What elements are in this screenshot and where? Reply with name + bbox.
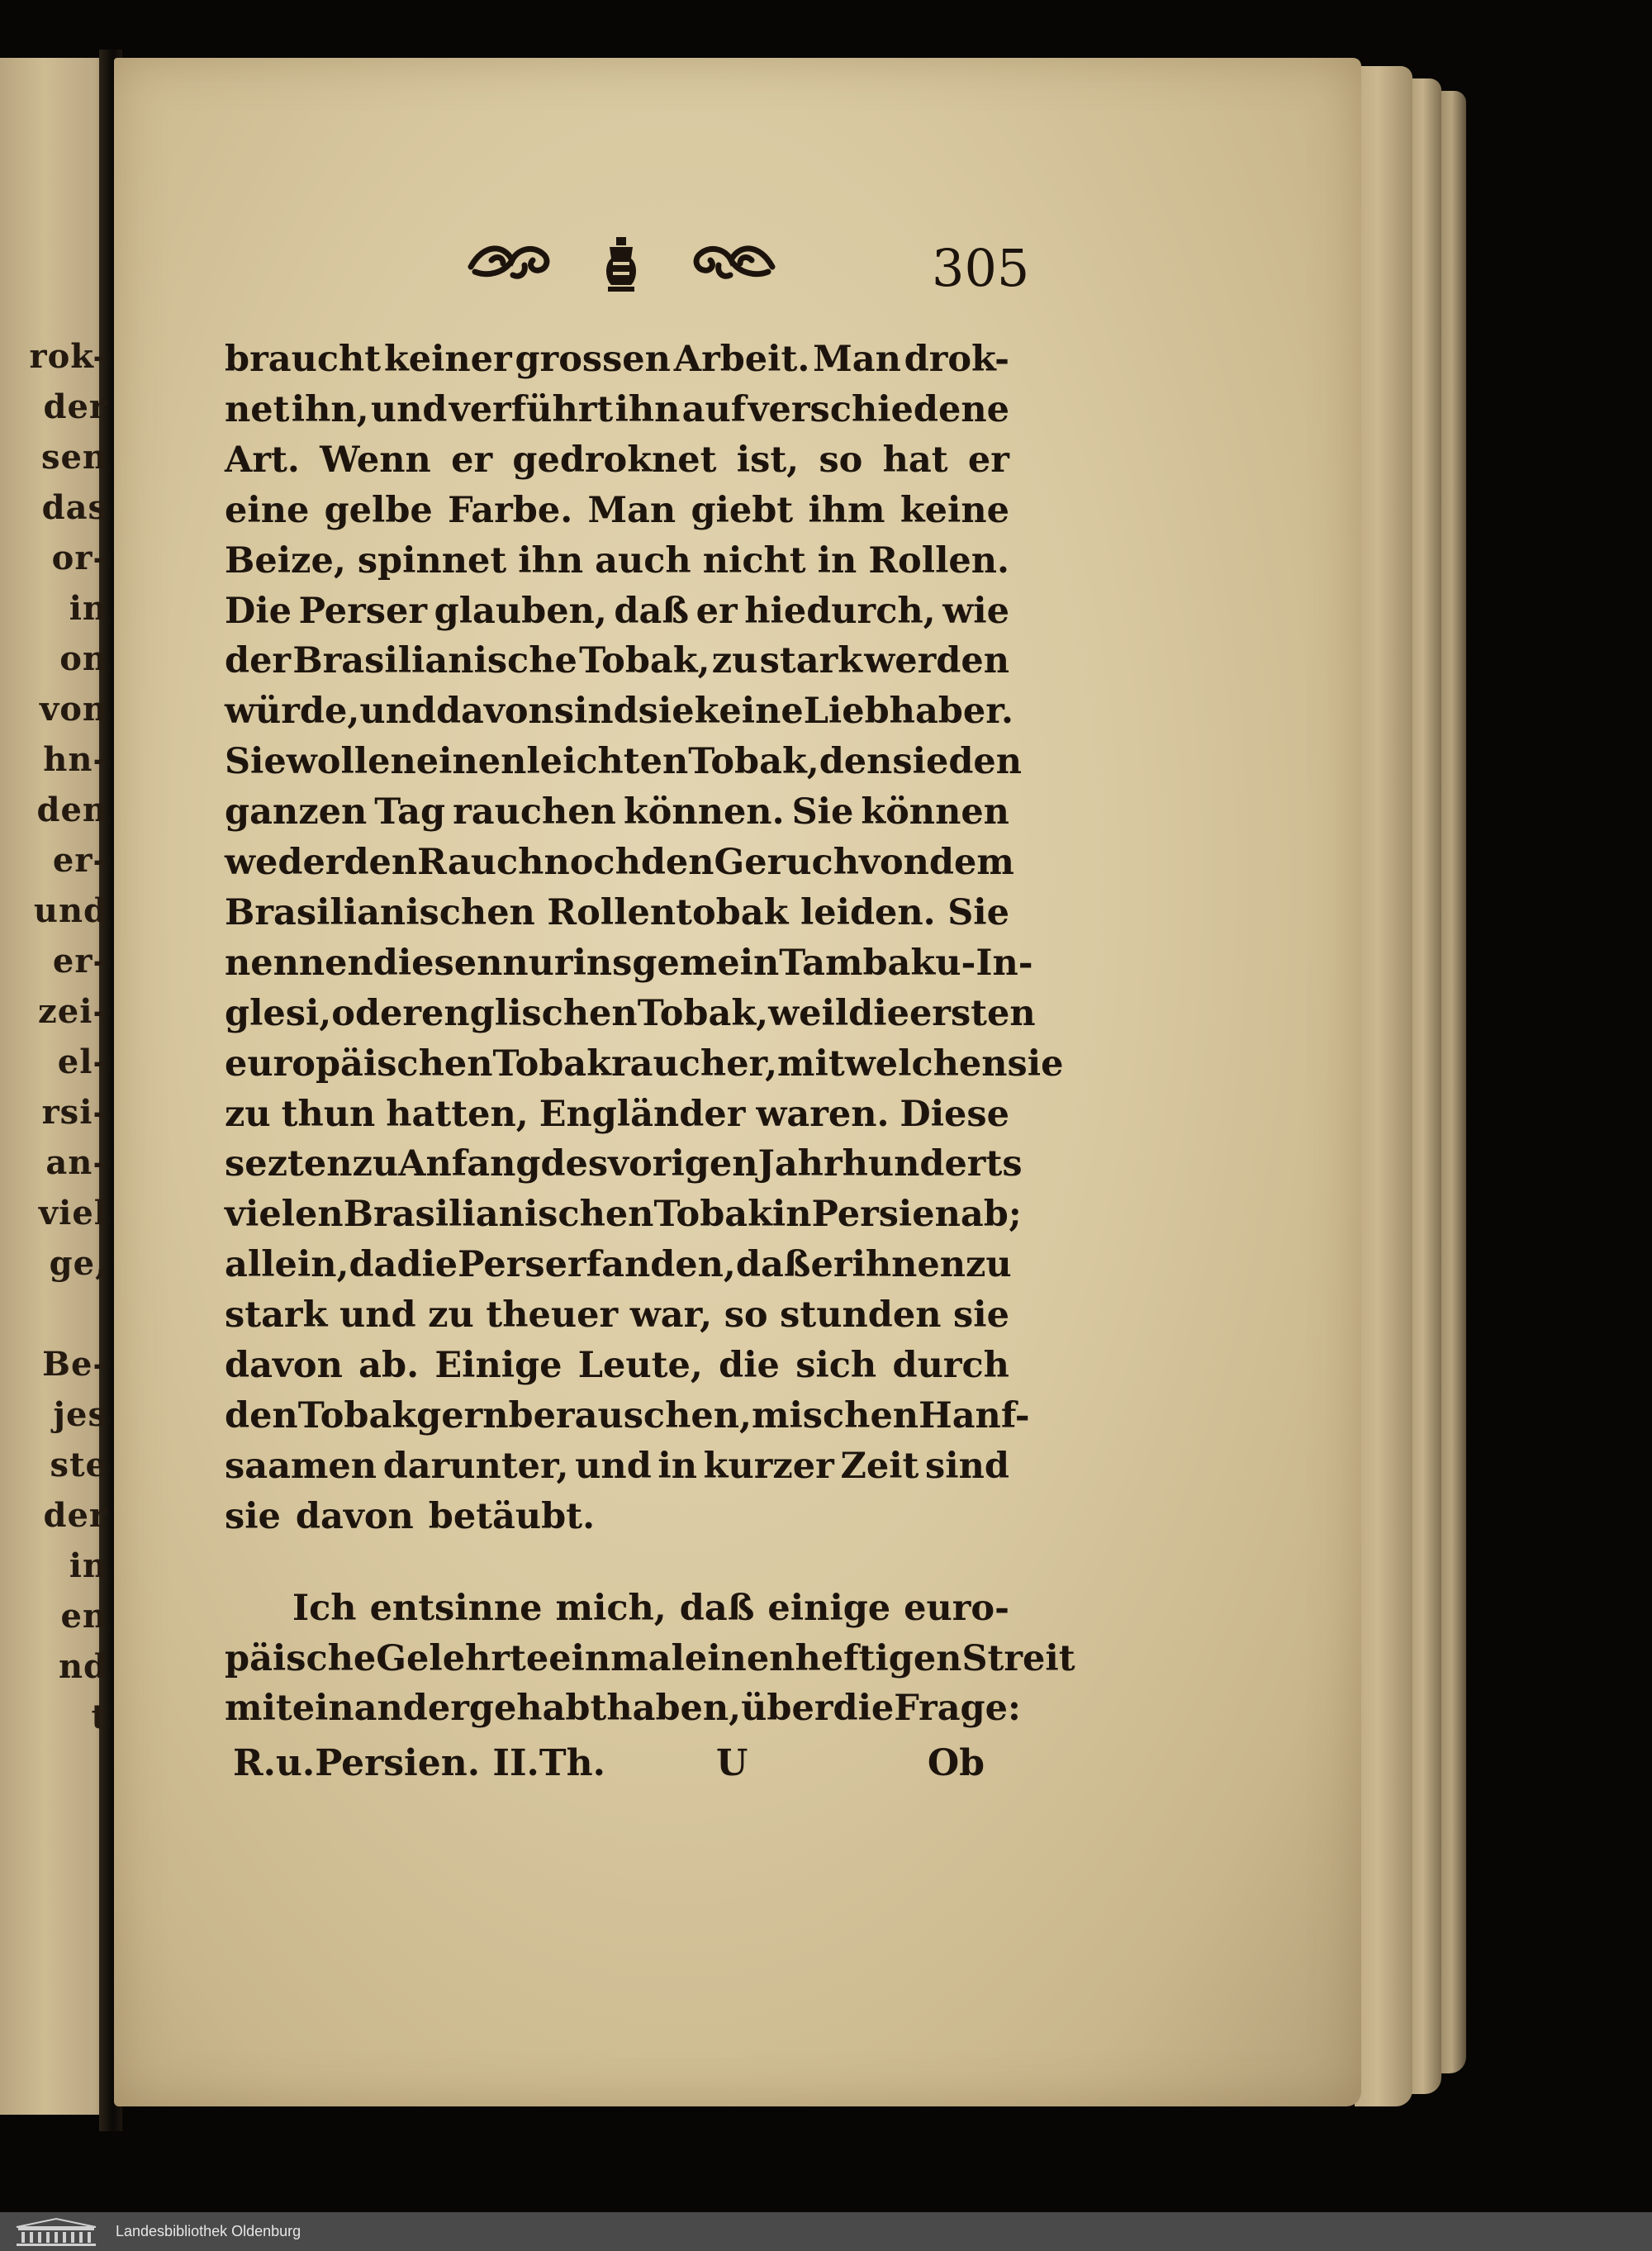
word: gern [416,1394,509,1437]
word: einander [292,1688,469,1730]
word: Persien [811,1194,961,1236]
word: noch [544,842,641,883]
word: Brasilianische [292,640,577,682]
word: ihn, [291,388,369,430]
word: daß [679,1587,755,1629]
word: Man [813,339,901,380]
library-banner [0,2212,1652,2251]
word: Einige [434,1345,563,1386]
word: die [719,1345,780,1386]
word: Diese [900,1093,1009,1135]
text-line [225,1684,1021,1733]
catchword: Ob [927,1742,985,1784]
word: sie [953,1294,1009,1337]
word: Wenn [320,439,431,481]
word: davon [225,1345,343,1386]
word: welchen [844,1042,1008,1085]
word: glesi, [225,992,332,1034]
fragment-text: in [69,589,107,628]
word: theuer [486,1294,619,1337]
word: hatten, [386,1093,529,1135]
text-line [225,1290,1009,1340]
word: sezten [225,1143,353,1185]
library-building-logo-icon [12,2217,101,2247]
word: stunden [780,1294,942,1337]
word: Man [587,489,676,531]
word: so [724,1294,768,1337]
sheet-mark: U [716,1742,748,1784]
word: sind [553,691,638,733]
word: eine [225,489,310,531]
word: keine [900,489,1009,531]
word: daß [614,590,690,632]
fragment-text: jes [53,1395,107,1434]
word: zu [428,1294,474,1337]
word: Geruch [714,842,859,883]
word: sind [925,1445,1009,1487]
word: einen [684,1637,795,1679]
text-line [225,888,1009,938]
word: ist, [736,439,800,481]
word: weil [768,992,849,1034]
word: er [810,1244,852,1286]
text-line [225,435,1009,485]
library-name: Landesbibliothek Oldenburg [116,2223,301,2239]
word: Hanf- [919,1394,1030,1437]
text-line [225,686,1014,736]
word: vorigen [608,1143,758,1185]
word: mich, [555,1587,667,1629]
word: auch [595,539,691,582]
word: Gelehrte [376,1637,549,1679]
word: den [640,842,714,883]
word: Liebhaber. [803,691,1014,733]
word: saamen [225,1445,377,1487]
word: mit [225,1688,292,1730]
word: nennen [225,942,373,984]
word: euro- [904,1587,1009,1629]
word: stark [225,1294,328,1337]
word: berauschen, [508,1394,752,1437]
word: mischen [751,1394,919,1437]
fragment-text: an- [45,1143,107,1182]
text-line [225,1240,1012,1289]
signature-mark: R.u.Persien. II.Th. [233,1742,605,1784]
word: keine [694,691,804,733]
word: werden [864,640,1009,682]
word: und [575,1445,652,1487]
fragment-text: der [43,1496,107,1535]
word: rauchen [453,791,616,833]
word: war, [629,1294,713,1337]
word: den [948,741,1023,783]
word: weder [225,842,344,883]
word: ihn [615,388,681,430]
fragment-text: ge, [49,1244,107,1283]
word: der [225,640,292,682]
word: er [451,439,493,481]
word: insgemein [572,942,780,984]
word: wollen [286,741,416,783]
page-edges [1437,91,1466,2073]
word: auf [681,388,747,430]
word: ersten [909,992,1036,1034]
text-line [225,1634,1075,1684]
fragment-text: in [69,1546,107,1585]
text-line [225,938,1033,988]
word: Streit [961,1637,1075,1679]
word: können [861,791,1009,833]
word: ganzen [225,791,368,833]
word: zu [965,1244,1012,1286]
word: Tobak [297,1394,417,1437]
word: thun [281,1093,376,1135]
word: sie [892,741,949,783]
text-line [225,737,1023,786]
text-line [225,586,1009,636]
word: einige [767,1587,891,1629]
text-line [225,989,1036,1038]
word: die [396,1244,458,1286]
word: diesen [373,942,503,984]
word: von [858,842,929,883]
fragment-text: das [41,488,107,527]
word: und [370,388,448,430]
text-line [225,1039,1064,1089]
word: Jahrhunderts [757,1143,1023,1185]
word: ab. [358,1345,420,1386]
word: sie [225,1495,281,1537]
word: Rollen. [868,539,1009,582]
word: waren. [756,1093,890,1135]
word: Tobak, [579,640,710,682]
fragment-text: ste [50,1446,107,1484]
text-line [225,1139,1023,1189]
word: zu [711,640,758,682]
page-footer [233,1736,985,1791]
word: Tobak, [688,741,819,783]
text-line [225,1190,1022,1239]
fragment-text: hn- [43,740,107,779]
text-line [225,636,1009,686]
text-line [225,1391,1030,1441]
word: leichten [526,741,689,783]
vase-ornament-icon [603,235,639,310]
fragment-text: sen [40,438,107,477]
word: drok- [904,339,1009,380]
word: Arbeit. [673,339,810,380]
word: davon [435,691,554,733]
word: und [359,691,436,733]
word: Tobak, [637,992,769,1034]
page-edges [1355,66,1412,2106]
word: ab; [960,1194,1022,1236]
word: verführt [449,388,614,430]
word: betäubt. [428,1495,596,1537]
running-head [467,235,1061,302]
word: den [225,1394,298,1437]
word: grossen [515,339,671,380]
word: Ich [292,1587,357,1629]
word: glauben, [434,590,607,632]
word: einen [415,741,527,783]
fragment-text: on [59,639,107,678]
word: Rollentobak [547,891,789,933]
word: können. [623,791,785,833]
leaf-ornament-icon [467,235,558,302]
word: würde, [225,691,360,733]
word: fanden, [586,1244,736,1286]
fragment-text: el- [57,1042,107,1081]
word: Frage: [894,1688,1021,1730]
fragment-text: en [60,1597,107,1636]
word: entsinne [369,1587,543,1629]
word: vielen [225,1194,344,1236]
page-number: 305 [932,238,1030,298]
word: Rauch [417,842,544,883]
word: gehabt [468,1688,607,1730]
word: sie [638,691,695,733]
word: in [657,1445,698,1487]
text-line [225,486,1009,535]
fragment-text: er- [52,841,107,880]
word: keiner [383,339,512,380]
word: spinnet [357,539,507,582]
word: er [967,439,1009,481]
word: nur [502,942,573,984]
word: haben, [606,1688,742,1730]
word: gelbe [324,489,433,531]
word: hat [882,439,948,481]
fragment-text: rok- [29,337,107,376]
word: Sie [791,791,854,833]
word: Sie [225,741,287,783]
word: mit [777,1042,845,1085]
fragment-text: den [36,791,107,829]
word: Tambaku-In- [779,942,1033,984]
word: durch [892,1345,1009,1386]
word: hiedurch, [744,590,936,632]
word: Perser [458,1244,586,1286]
word: den [344,842,418,883]
fragment-text: von [39,690,107,729]
word: Leute, [577,1345,703,1386]
word: daß [735,1244,811,1286]
word: Engländer [539,1093,746,1135]
text-line [225,787,1009,837]
word: über [741,1688,833,1730]
word: so [819,439,863,481]
text-line [225,1492,1009,1541]
text-line [292,1584,1009,1633]
word: oder [331,992,422,1034]
text-line [225,385,1009,435]
word: davon [295,1495,414,1537]
text-line [225,536,1009,586]
word: die [833,1688,895,1730]
word: den [819,741,893,783]
word: zu [352,1143,399,1185]
word: Brasilianischen [343,1194,654,1236]
word: sie [1007,1042,1064,1085]
word: zu [225,1093,271,1135]
word: nicht [702,539,806,582]
word: des [540,1143,609,1185]
word: kurzer [703,1445,834,1487]
fragment-text: Be- [42,1345,107,1384]
word: in [817,539,857,582]
leaf-ornament-icon [686,235,776,302]
word: Die [225,590,292,632]
text-line [225,1090,1009,1139]
word: da [349,1244,397,1286]
word: darunter, [382,1445,569,1487]
word: in [771,1194,812,1236]
word: Sie [947,891,1009,933]
fragment-text: or- [51,539,107,577]
word: verschiedene [748,388,1009,430]
word: einmal [548,1637,685,1679]
fragment-text: der [43,387,107,426]
word: Beize, [225,539,346,582]
fragment-text: viel [38,1194,107,1232]
word: und [339,1294,416,1337]
fragment-text: und [33,891,107,930]
fragment-text: zei- [38,992,107,1031]
text-line [225,1341,1009,1390]
word: allein, [225,1244,349,1286]
word: Art. [225,439,300,481]
word: ihnen [852,1244,966,1286]
word: die [848,992,909,1034]
text-line [225,1441,1009,1491]
word: päische [225,1637,377,1679]
word: gedroknet [512,439,717,481]
text-line [225,838,1014,887]
fragment-text: t [91,1698,107,1736]
word: er [695,590,738,632]
word: Brasilianischen [225,891,535,933]
word: ihm [808,489,885,531]
word: leiden. [800,891,936,933]
word: heftigen [795,1637,962,1679]
word: Perser [298,590,428,632]
fragment-text: nd [58,1647,107,1686]
word: sich [795,1345,877,1386]
fragment-text: rsi- [41,1093,107,1132]
word: Anfang [398,1143,541,1185]
text-line [225,335,1009,384]
word: Tag [374,791,446,833]
word: braucht [225,339,382,380]
word: Tobak [653,1194,772,1236]
word: europäischen [225,1042,493,1085]
word: net [225,388,290,430]
word: Farbe. [448,489,573,531]
word: giebt [691,489,794,531]
word: ihn [518,539,584,582]
fragment-text: er- [52,942,107,981]
word: Tobakraucher, [492,1042,778,1085]
word: stark [759,640,863,682]
word: Zeit [840,1445,919,1487]
word: englischen [421,992,638,1034]
word: wie [942,590,1009,632]
word: dem [928,842,1014,883]
